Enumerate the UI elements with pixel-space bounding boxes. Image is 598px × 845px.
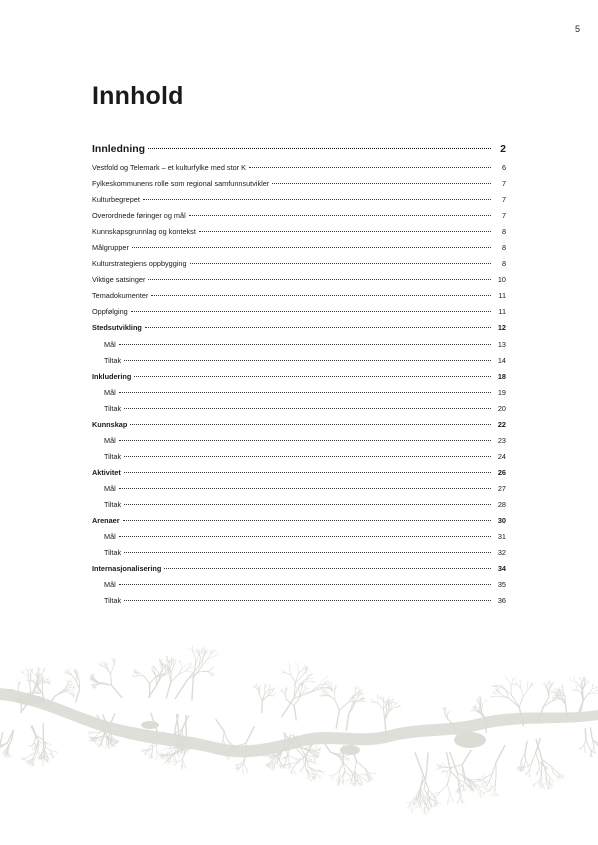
toc-entry-label: Mål xyxy=(104,339,116,349)
toc-entry[interactable] xyxy=(92,240,506,256)
toc-entry-page: 8 xyxy=(501,243,506,253)
toc-entry[interactable] xyxy=(92,288,506,304)
toc-leader-dots xyxy=(199,231,491,232)
toc-entry-label: Temadokumenter xyxy=(92,291,149,301)
toc-entry-label: Tiltak xyxy=(104,596,122,606)
toc-leader-dots xyxy=(124,552,491,553)
toc-entry-label: Kunnskap xyxy=(92,419,128,429)
toc-entry-label: Mål xyxy=(104,580,116,590)
toc-entry-page: 18 xyxy=(497,371,506,381)
toc-entry-page: 12 xyxy=(497,323,506,333)
toc-leader-dots xyxy=(119,488,491,489)
toc-entry-label: Overordnede føringer og mål xyxy=(92,211,186,221)
toc-entry-page: 27 xyxy=(497,483,506,493)
table-of-contents xyxy=(92,138,506,609)
toc-entry[interactable] xyxy=(92,176,506,192)
toc-entry-label: Internasjonalisering xyxy=(92,564,162,574)
toc-entry[interactable] xyxy=(92,192,506,208)
toc-leader-dots xyxy=(119,440,491,441)
toc-entry-label: Stedsutvikling xyxy=(92,323,142,333)
toc-entry[interactable] xyxy=(92,138,506,160)
toc-entry[interactable] xyxy=(92,497,506,513)
toc-entry-label: Tiltak xyxy=(104,499,122,509)
toc-entry-page: 35 xyxy=(497,580,506,590)
toc-entry-label: Tiltak xyxy=(104,355,122,365)
toc-entry[interactable] xyxy=(92,561,506,577)
toc-entry-page: 11 xyxy=(498,307,506,317)
toc-entry[interactable] xyxy=(92,593,506,609)
toc-leader-dots xyxy=(119,392,491,393)
toc-entry-page: 13 xyxy=(497,339,506,349)
toc-entry-page: 20 xyxy=(497,403,506,413)
toc-entry-page: 8 xyxy=(501,259,506,269)
toc-entry[interactable] xyxy=(92,369,506,385)
toc-entry-label: Mål xyxy=(104,435,116,445)
toc-leader-dots xyxy=(124,472,491,473)
toc-leader-dots xyxy=(145,327,491,328)
toc-entry-label: Tiltak xyxy=(104,548,122,558)
toc-entry-label: Mål xyxy=(104,387,116,397)
toc-entry-label: Mål xyxy=(104,532,116,542)
toc-entry-page: 26 xyxy=(497,467,506,477)
page-title: Innhold xyxy=(92,82,184,110)
toc-entry-page: 30 xyxy=(497,516,506,526)
toc-leader-dots xyxy=(134,376,491,377)
toc-entry-label: Målgrupper xyxy=(92,243,129,253)
toc-leader-dots xyxy=(124,360,491,361)
toc-entry-label: Viktige satsinger xyxy=(92,275,146,285)
toc-entry-page: 10 xyxy=(497,275,506,285)
toc-entry[interactable] xyxy=(92,401,506,417)
toc-entry-page: 31 xyxy=(497,532,506,542)
toc-leader-dots xyxy=(189,215,491,216)
toc-leader-dots xyxy=(123,520,491,521)
toc-entry-page: 22 xyxy=(497,419,506,429)
toc-entry-label: Fylkeskommunens rolle som regional samfunnsutvikler xyxy=(92,179,270,189)
toc-entry[interactable] xyxy=(92,513,506,529)
toc-leader-dots xyxy=(124,456,491,457)
toc-entry[interactable] xyxy=(92,208,506,224)
toc-entry[interactable] xyxy=(92,433,506,449)
toc-leader-dots xyxy=(272,183,491,184)
toc-entry[interactable] xyxy=(92,465,506,481)
toc-entry[interactable] xyxy=(92,224,506,240)
toc-entry-page: 7 xyxy=(501,195,506,205)
toc-leader-dots xyxy=(119,344,491,345)
toc-entry[interactable] xyxy=(92,577,506,593)
toc-entry-page: 32 xyxy=(497,548,506,558)
toc-entry[interactable] xyxy=(92,385,506,401)
toc-leader-dots xyxy=(143,199,491,200)
toc-entry[interactable] xyxy=(92,160,506,176)
toc-leader-dots xyxy=(130,424,491,425)
toc-entry-page: 36 xyxy=(497,596,506,606)
toc-leader-dots xyxy=(124,600,491,601)
toc-entry-label: Inkludering xyxy=(92,371,132,381)
toc-entry[interactable] xyxy=(92,256,506,272)
toc-entry-page: 6 xyxy=(501,163,506,172)
toc-leader-dots xyxy=(148,148,491,149)
toc-entry-label: Kulturstrategiens oppbygging xyxy=(92,259,187,269)
toc-entry-page: 28 xyxy=(497,499,506,509)
toc-entry-page: 23 xyxy=(497,435,506,445)
toc-entry-page: 19 xyxy=(497,387,506,397)
toc-entry[interactable] xyxy=(92,529,506,545)
toc-entry-label: Oppfølging xyxy=(92,307,128,317)
toc-entry-label: Tiltak xyxy=(104,451,122,461)
toc-entry-label: Mål xyxy=(104,483,116,493)
toc-entry[interactable] xyxy=(92,545,506,561)
toc-leader-dots xyxy=(131,311,491,312)
toc-entry[interactable] xyxy=(92,304,506,320)
toc-leader-dots xyxy=(164,568,491,569)
toc-leader-dots xyxy=(119,536,491,537)
toc-entry-page: 2 xyxy=(500,143,506,155)
toc-entry-label: Innledning xyxy=(92,143,146,155)
toc-leader-dots xyxy=(124,408,491,409)
toc-entry-page: 11 xyxy=(498,291,506,301)
toc-entry-page: 14 xyxy=(497,355,506,365)
toc-entry-label: Vestfold og Telemark – et kulturfylke med stor K xyxy=(92,163,246,172)
toc-entry[interactable] xyxy=(92,320,506,336)
page-number: 5 xyxy=(574,24,580,34)
toc-entry-label: Arenaer xyxy=(92,516,120,526)
toc-leader-dots xyxy=(190,263,491,264)
toc-entry-label: Kulturbegrepet xyxy=(92,195,140,205)
toc-entry[interactable] xyxy=(92,337,506,353)
toc-entry-label: Tiltak xyxy=(104,403,122,413)
toc-entry-page: 7 xyxy=(501,211,506,221)
toc-entry-label: Aktivitet xyxy=(92,467,121,477)
toc-entry[interactable] xyxy=(92,449,506,465)
toc-leader-dots xyxy=(124,504,491,505)
toc-entry[interactable] xyxy=(92,417,506,433)
toc-entry-page: 7 xyxy=(501,179,506,189)
toc-leader-dots xyxy=(119,584,491,585)
toc-leader-dots xyxy=(148,279,491,280)
toc-entry[interactable] xyxy=(92,272,506,288)
toc-entry[interactable] xyxy=(92,353,506,369)
toc-entry-page: 8 xyxy=(501,227,506,237)
toc-entry[interactable] xyxy=(92,481,506,497)
foliage-illustration-icon xyxy=(0,630,598,845)
toc-leader-dots xyxy=(151,295,491,296)
toc-entry-page: 34 xyxy=(497,564,506,574)
toc-leader-dots xyxy=(132,247,491,248)
toc-entry-page: 24 xyxy=(497,451,506,461)
toc-leader-dots xyxy=(249,167,491,168)
toc-entry-label: Kunnskapsgrunnlag og kontekst xyxy=(92,227,196,237)
